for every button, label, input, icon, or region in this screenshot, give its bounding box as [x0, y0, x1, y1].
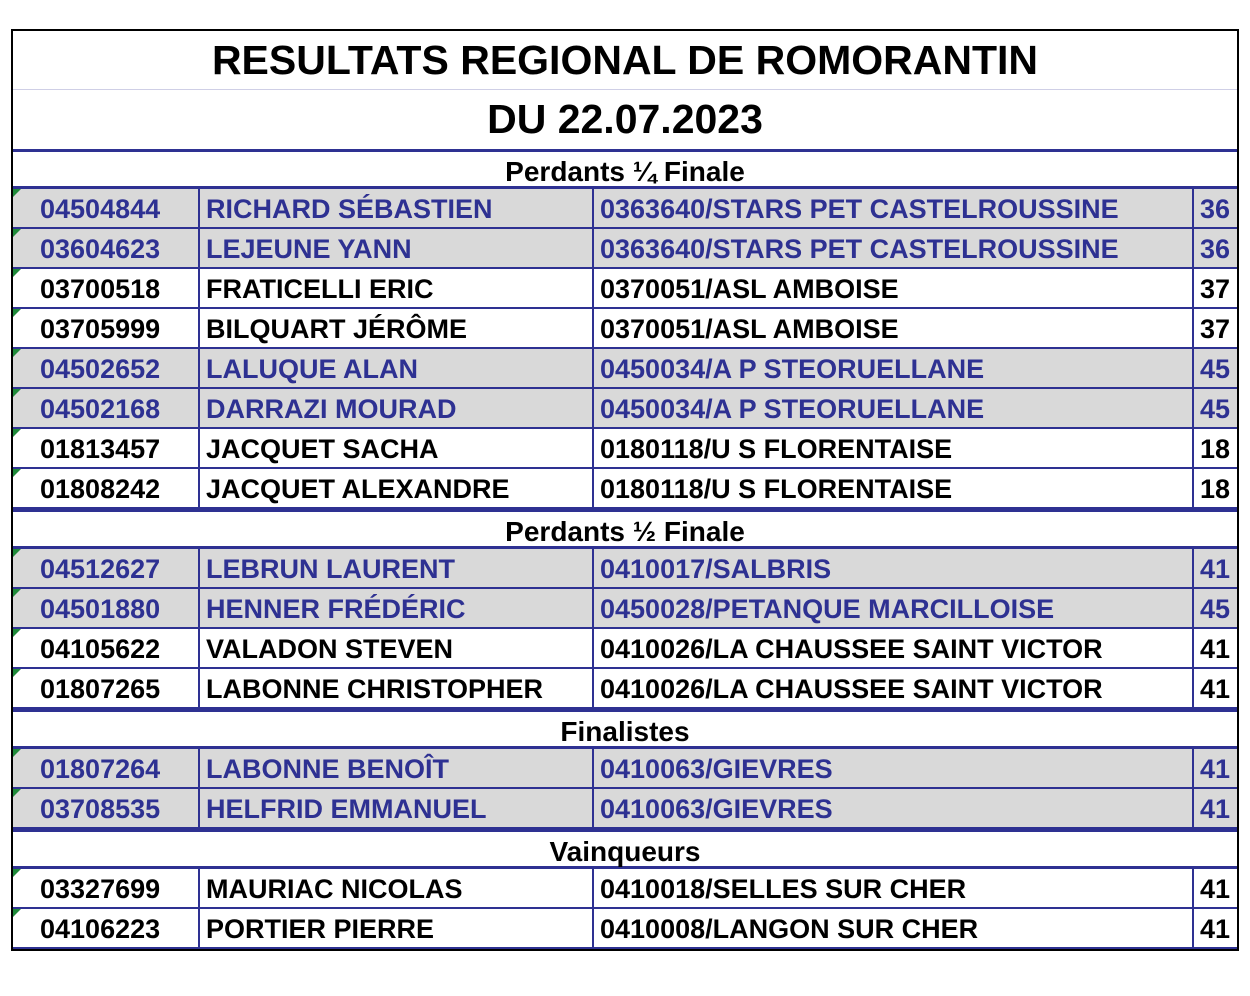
licence-number-cell: 01807264	[13, 749, 200, 787]
department-cell: 41	[1200, 754, 1231, 784]
department-cell: 36	[1200, 234, 1231, 264]
player-name-cell: LALUQUE ALAN	[200, 349, 594, 387]
licence-number-cell: 01808242	[13, 469, 200, 507]
results-table	[13, 149, 1237, 949]
licence-number-cell: 04106223	[13, 909, 200, 947]
table-row	[13, 389, 1237, 429]
club-cell: 0363640/STARS PET CASTELROUSSINE	[594, 229, 1194, 267]
player-name-cell: FRATICELLI ERIC	[200, 269, 594, 307]
player-name-cell: LEBRUN LAURENT	[200, 549, 594, 587]
licence-number-cell: 04504844	[13, 189, 200, 227]
licence-number-cell: 03708535	[13, 789, 200, 827]
licence-number-cell: 04512627	[13, 549, 200, 587]
department-cell: 41	[1200, 914, 1231, 944]
department-cell: 18	[1200, 434, 1231, 464]
table-row	[13, 429, 1237, 469]
player-name-cell: HENNER FRÉDÉRIC	[200, 589, 594, 627]
table-row	[13, 629, 1237, 669]
department-cell: 41	[1200, 874, 1231, 904]
player-name-cell: JACQUET SACHA	[200, 429, 594, 467]
player-name-cell: LABONNE CHRISTOPHER	[200, 669, 594, 707]
club-cell: 0410026/LA CHAUSSEE SAINT VICTOR	[594, 669, 1194, 707]
department-cell: 41	[1200, 674, 1231, 704]
table-row	[13, 349, 1237, 389]
club-cell: 0370051/ASL AMBOISE	[594, 309, 1194, 347]
licence-number-cell: 03705999	[13, 309, 200, 347]
player-name-cell: DARRAZI MOURAD	[200, 389, 594, 427]
club-cell: 0410008/LANGON SUR CHER	[594, 909, 1194, 947]
table-row	[13, 589, 1237, 629]
player-name-cell: HELFRID EMMANUEL	[200, 789, 594, 827]
club-cell: 0410018/SELLES SUR CHER	[594, 869, 1194, 907]
player-name-cell: JACQUET ALEXANDRE	[200, 469, 594, 507]
section-header: Perdants ½ Finale	[13, 509, 1237, 549]
department-cell: 37	[1200, 314, 1231, 344]
department-cell: 41	[1200, 554, 1231, 584]
department-cell: 45	[1200, 594, 1231, 624]
table-row	[13, 749, 1237, 789]
department-cell: 41	[1200, 794, 1231, 824]
player-name-cell: BILQUART JÉRÔME	[200, 309, 594, 347]
title-line-2: DU 22.07.2023	[487, 96, 763, 142]
club-cell: 0180118/U S FLORENTAISE	[594, 429, 1194, 467]
club-cell: 0410063/GIEVRES	[594, 749, 1194, 787]
club-cell: 0370051/ASL AMBOISE	[594, 269, 1194, 307]
table-row	[13, 789, 1237, 829]
player-name-cell: VALADON STEVEN	[200, 629, 594, 667]
club-cell: 0450034/A P STEORUELLANE	[594, 349, 1194, 387]
club-cell: 0180118/U S FLORENTAISE	[594, 469, 1194, 507]
club-cell: 0450028/PETANQUE MARCILLOISE	[594, 589, 1194, 627]
licence-number-cell: 03700518	[13, 269, 200, 307]
section-header: Perdants ¼ Finale	[13, 149, 1237, 189]
table-row	[13, 229, 1237, 269]
results-sheet	[11, 29, 1239, 951]
department-cell: 36	[1200, 194, 1231, 224]
club-cell: 0410063/GIEVRES	[594, 789, 1194, 827]
table-row	[13, 869, 1237, 909]
department-cell: 41	[1200, 634, 1231, 664]
club-cell: 0450034/A P STEORUELLANE	[594, 389, 1194, 427]
licence-number-cell: 04105622	[13, 629, 200, 667]
licence-number-cell: 04501880	[13, 589, 200, 627]
licence-number-cell: 01813457	[13, 429, 200, 467]
department-cell: 18	[1200, 474, 1231, 504]
department-cell: 45	[1200, 354, 1231, 384]
club-cell: 0410017/SALBRIS	[594, 549, 1194, 587]
table-row	[13, 909, 1237, 949]
licence-number-cell: 04502652	[13, 349, 200, 387]
player-name-cell: MAURIAC NICOLAS	[200, 869, 594, 907]
table-row	[13, 469, 1237, 509]
player-name-cell: PORTIER PIERRE	[200, 909, 594, 947]
table-row	[13, 269, 1237, 309]
table-row	[13, 549, 1237, 589]
licence-number-cell: 03327699	[13, 869, 200, 907]
player-name-cell: LEJEUNE YANN	[200, 229, 594, 267]
table-row	[13, 189, 1237, 229]
department-cell: 37	[1200, 274, 1231, 304]
section-header: Finalistes	[13, 709, 1237, 749]
title-line-1: RESULTATS REGIONAL DE ROMORANTIN	[13, 31, 1237, 90]
table-row	[13, 309, 1237, 349]
table-row	[13, 669, 1237, 709]
department-cell: 45	[1200, 394, 1231, 424]
section-header: Vainqueurs	[13, 829, 1237, 869]
club-cell: 0363640/STARS PET CASTELROUSSINE	[594, 189, 1194, 227]
licence-number-cell: 01807265	[13, 669, 200, 707]
player-name-cell: RICHARD SÉBASTIEN	[200, 189, 594, 227]
club-cell: 0410026/LA CHAUSSEE SAINT VICTOR	[594, 629, 1194, 667]
player-name-cell: LABONNE BENOÎT	[200, 749, 594, 787]
licence-number-cell: 04502168	[13, 389, 200, 427]
licence-number-cell: 03604623	[13, 229, 200, 267]
